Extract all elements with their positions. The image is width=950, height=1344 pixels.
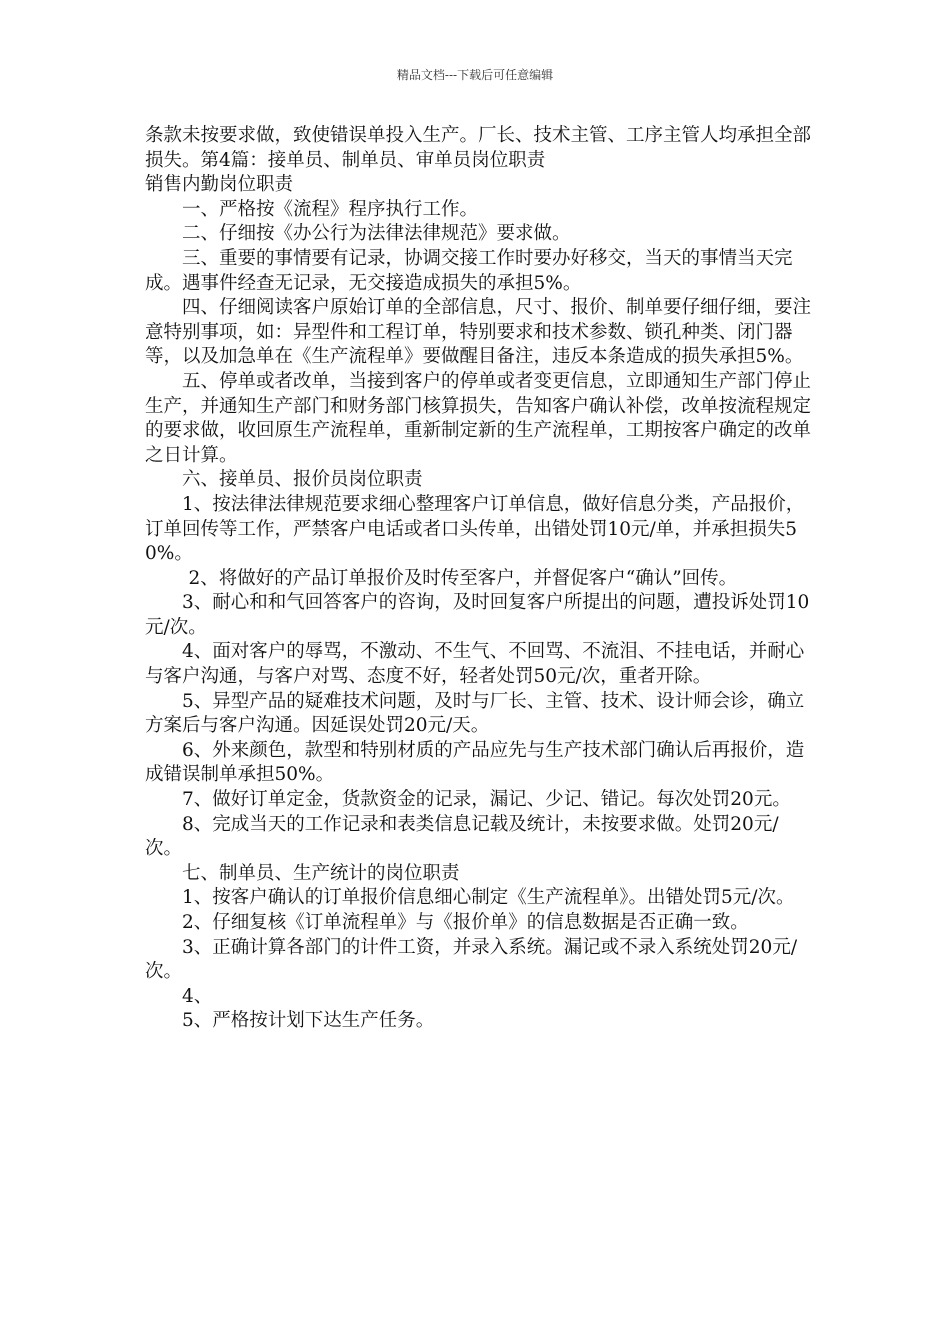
paragraph: 一、严格按《流程》程序执行工作。: [182, 198, 479, 220]
list-item: 8、完成当天的工作记录和表类信息记载及统计，未按要求做。处罚20元/次。: [145, 813, 779, 860]
list-item: 7、做好订单定金，货款资金的记录，漏记、少记、错记。每次处罚20元。: [182, 789, 791, 811]
list-item: 6、外来颜色，款型和特别材质的产品应先与生产技术部门确认后再报价，造成错误制单承担50%。: [145, 739, 805, 786]
paragraph: 条款未按要求做，致使错误单投入生产。厂长、技术主管、工序主管人均承担全部损失。第4篇：接单员、制单员、审单员岗位职责: [145, 125, 812, 171]
paragraph: 五、停单或者改单，当接到客户的停单或者变更信息，立即通知生产部门停止生产，并通知生产部门和财务部门核算损失，告知客户确认补偿，改单按流程规定的要求做，收回原生产流程单，重新制定新的生产流程单，工期按客户确定的改单之日计算。: [145, 370, 812, 466]
list-item: 4、: [182, 985, 213, 1007]
list-item: 3、耐心和和气回答客户的咨询，及时回复客户所提出的问题，遭投诉处罚10元/次。: [145, 592, 810, 638]
paragraph: 四、仔细阅读客户原始订单的全部信息，尺寸、报价、制单要仔细仔细，要注意特别事项，如：异型件和工程订单，特别要求和技术参数、锁孔种类、闭门器等，以及加急单在《生产流程单》要做醒目备注，违反本条造成的损失承担5%。: [145, 297, 812, 368]
list-item: 5、异型产品的疑难技术问题，及时与厂长、主管、技术、设计师会诊，确立方案后与客户沟通。因延误处罚20元/天。: [145, 690, 805, 737]
document-body: [145, 124, 815, 1034]
list-item: 5、严格按计划下达生产任务。: [182, 1010, 435, 1032]
list-item: 2、仔细复核《订单流程单》与《报价单》的信息数据是否正确一致。: [182, 912, 749, 933]
list-item: 1、按客户确认的订单报价信息细心制定《生产流程单》。出错处罚5元/次。: [182, 887, 795, 909]
section-heading: 六、接单员、报价员岗位职责: [182, 469, 423, 491]
list-item: 4、面对客户的辱骂，不激动、不生气、不回骂、不流泪、不挂电话，并耐心与客户沟通，与客户对骂、态度不好，轻者处罚50元/次，重者开除。: [145, 641, 805, 688]
section-heading: 七、制单员、生产统计的岗位职责: [182, 862, 460, 884]
list-item: 3、正确计算各部门的计件工资，并录入系统。漏记或不录入系统处罚20元/次。: [145, 936, 798, 983]
section-heading: 销售内勤岗位职责: [145, 174, 294, 196]
paragraph: 三、重要的事情要有记录，协调交接工作时要办好移交，当天的事情当天完成。遇事件经查无记录，无交接造成损失的承担5%。: [145, 247, 793, 294]
page-header: 精品文档---下载后可任意编辑: [396, 68, 554, 82]
list-item: 2、将做好的产品订单报价及时传至客户，并督促客户“确认”回传。: [188, 567, 738, 589]
paragraph: 二、仔细按《办公行为法律法律规范》要求做。: [182, 223, 571, 245]
list-item: 1、按法律法律规范要求细心整理客户订单信息，做好信息分类，产品报价，订单回传等工作，严禁客户电话或者口头传单，出错处罚10元/单，并承担损失50%。: [145, 493, 805, 565]
